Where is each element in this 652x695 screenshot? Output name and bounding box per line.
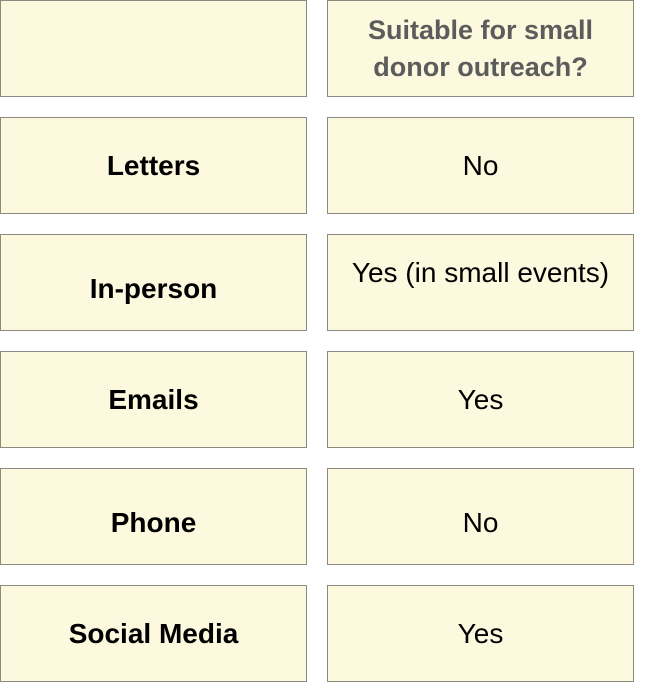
method-cell-phone (0, 468, 307, 565)
suitable-value: No (462, 506, 499, 538)
suitable-value: Yes (in small events) (351, 256, 610, 288)
method-label: Phone (110, 506, 197, 538)
header-corner-cell (0, 0, 307, 97)
header-column-cell (327, 0, 634, 97)
suitable-value: Yes (457, 617, 504, 649)
method-label: In-person (89, 272, 218, 304)
method-cell-emails (0, 351, 307, 448)
method-cell-letters (0, 117, 307, 214)
suitable-cell-in-person (327, 234, 634, 331)
method-cell-social-media (0, 585, 307, 682)
column-header-suitable: Suitable for small donor outreach? (367, 14, 594, 82)
suitable-cell-social-media (327, 585, 634, 682)
method-label: Emails (108, 383, 199, 415)
suitable-cell-letters (327, 117, 634, 214)
method-label: Social Media (68, 617, 239, 649)
suitable-value: Yes (457, 383, 504, 415)
method-cell-in-person (0, 234, 307, 331)
suitable-cell-phone (327, 468, 634, 565)
method-label: Letters (106, 149, 201, 181)
suitable-cell-emails (327, 351, 634, 448)
suitable-value: No (462, 149, 499, 181)
